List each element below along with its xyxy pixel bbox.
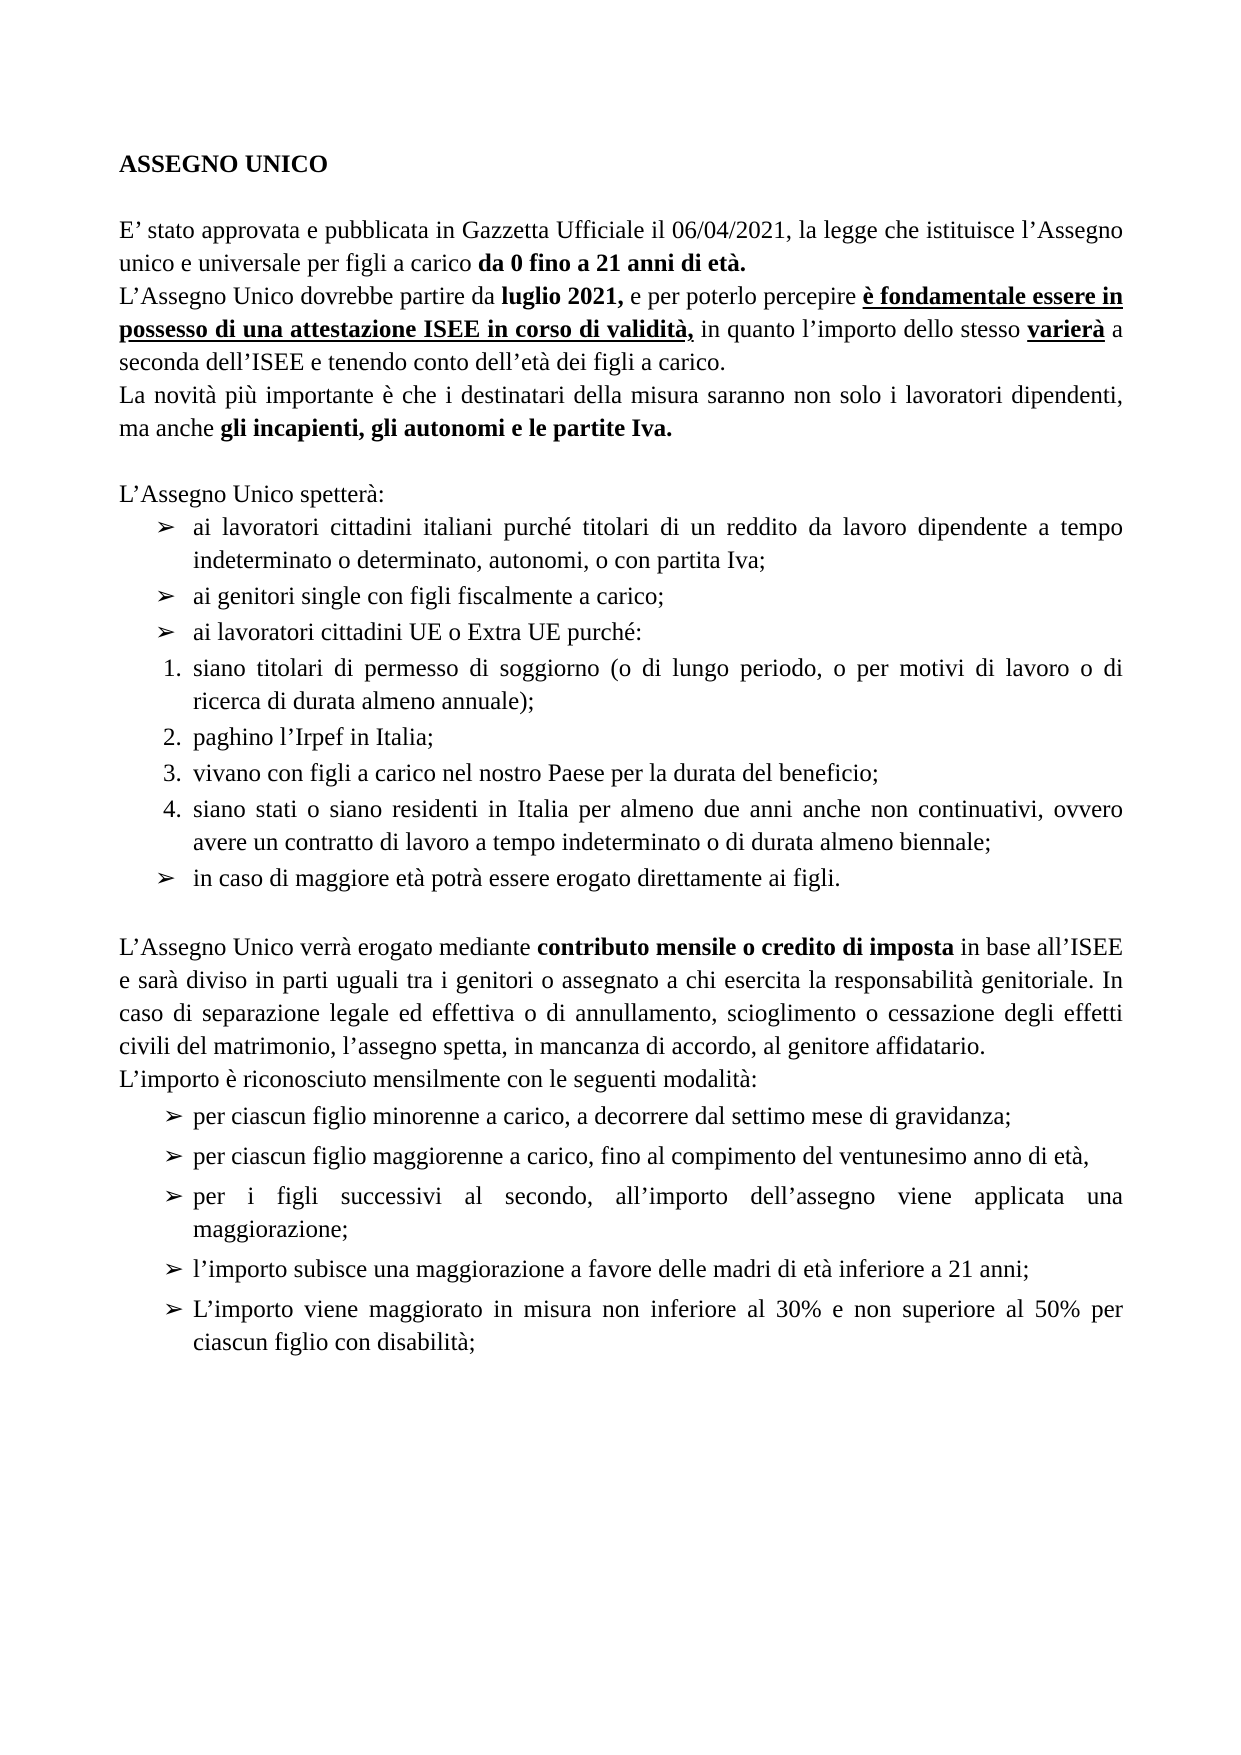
intro-paragraph-1: [119, 214, 1123, 280]
arrow-bullet-icon: ➢: [163, 1256, 184, 1283]
section3-p1-bold: contributo mensile o credito di imposta: [536, 934, 955, 961]
arrow-bullet-icon: ➢: [155, 514, 176, 541]
intro-p2-bold-date: luglio 2021,: [501, 283, 624, 310]
list-item: [119, 511, 1123, 577]
numbered-marker: 3.: [163, 760, 182, 787]
list-item: [119, 616, 1123, 649]
numbered-item: [119, 721, 1123, 754]
list-item: [119, 580, 1123, 613]
intro-paragraph-3: [119, 379, 1123, 445]
intro-p2-text-c: e per poterlo percepire: [623, 283, 863, 310]
list-item: [119, 1100, 1123, 1133]
section2-heading: L’Assegno Unico spetterà:: [119, 481, 385, 508]
list-item-text: ai lavoratori cittadini italiani purché titolari di un reddito da lavoro dipendente a tempo indeterminato o determinato, autonomi, o con partita Iva;: [193, 514, 1123, 574]
page-title: ASSEGNO UNICO: [119, 151, 329, 178]
arrow-bullet-icon: ➢: [163, 1143, 184, 1170]
list-item-text: in caso di maggiore età potrà essere erogato direttamente ai figli.: [193, 865, 841, 892]
numbered-item-text: paghino l’Irpef in Italia;: [193, 724, 434, 751]
arrow-bullet-icon: ➢: [155, 865, 176, 892]
document-page: [119, 148, 1123, 1366]
intro-p2-text-a: L’Assegno Unico dovrebbe partire da: [119, 283, 502, 310]
list-item: [119, 862, 1123, 895]
list-item: [119, 1253, 1123, 1286]
intro-p1-text: E’ stato approvata e pubblicata in Gazzetta Ufficiale il 06/04/2021, la legge che istituisce l’Assegno unico e universale per figli a carico: [119, 217, 1123, 277]
list-item-text: ai lavoratori cittadini UE o Extra UE purché:: [193, 619, 643, 646]
list-item-text: l’importo subisce una maggiorazione a favore delle madri di età inferiore a 21 anni;: [193, 1256, 1030, 1283]
intro-p3-bold: gli incapienti, gli autonomi e le partite Iva.: [220, 415, 673, 442]
numbered-item-text: vivano con figli a carico nel nostro Paese per la durata del beneficio;: [193, 760, 879, 787]
numbered-item: [119, 793, 1123, 859]
section3-p1-text-c: in base all’ISEE e sarà diviso in parti uguali tra i genitori o assegnato a chi esercita la responsabilità genitoriale. In caso di separazione legale ed effettiva o di annullamento, scioglimento o cessazione degli effetti civili del matrimonio, l’assegno spetta, in mancanza di accordo, al genitore affidatario.: [119, 934, 1123, 1060]
numbered-item: [119, 652, 1123, 718]
intro-p3-text: La novità più importante è che i destinatari della misura saranno non solo i lavoratori dipendenti, ma anche: [119, 382, 1123, 442]
arrow-bullet-icon: ➢: [155, 619, 176, 646]
numbered-marker: 4.: [163, 796, 182, 823]
numbered-marker: 2.: [163, 724, 182, 751]
arrow-bullet-icon: ➢: [163, 1296, 184, 1323]
intro-p2-bold-underlined: è fondamentale essere in possesso di una attestazione ISEE in corso di validità,: [119, 283, 1123, 343]
intro-p2-bold-varied: varierà: [1027, 316, 1105, 343]
numbered-item: [119, 757, 1123, 790]
intro-p1-bold: da 0 fino a 21 anni di età.: [477, 250, 746, 277]
intro-p2-text-e: in quanto l’importo dello stesso: [693, 316, 1028, 343]
section3-paragraph-1: [119, 931, 1123, 1063]
list-item: [119, 1140, 1123, 1173]
section3-p1-text-a: L’Assegno Unico verrà erogato mediante: [119, 934, 537, 961]
list-item-text: per ciascun figlio maggiorenne a carico, fino al compimento del ventunesimo anno di età,: [193, 1143, 1090, 1170]
arrow-bullet-icon: ➢: [155, 583, 176, 610]
list-item: [119, 1293, 1123, 1359]
intro-p2-text-g: a seconda dell’ISEE e tenendo conto dell’età dei figli a carico.: [119, 316, 1123, 376]
intro-paragraph-2: [119, 280, 1123, 379]
list-item-text: ai genitori single con figli fiscalmente a carico;: [193, 583, 665, 610]
arrow-bullet-icon: ➢: [163, 1183, 184, 1210]
arrow-bullet-icon: ➢: [163, 1103, 184, 1130]
numbered-item-text: siano stati o siano residenti in Italia per almeno due anni anche non continuativi, ovvero avere un contratto di lavoro a tempo indeterminato o di durata almeno biennale;: [193, 796, 1123, 856]
section3-paragraph-2: L’importo è riconosciuto mensilmente con le seguenti modalità:: [119, 1066, 758, 1093]
amount-modalities-list: [119, 1100, 1123, 1359]
list-item-text: per i figli successivi al secondo, all’importo dell’assegno viene applicata una maggiorazione;: [193, 1183, 1123, 1243]
eligibility-list: [119, 511, 1123, 895]
list-item-text: per ciascun figlio minorenne a carico, a decorrere dal settimo mese di gravidanza;: [193, 1103, 1012, 1130]
list-item-text: L’importo viene maggiorato in misura non inferiore al 30% e non superiore al 50% per ciascun figlio con disabilità;: [193, 1296, 1123, 1356]
list-item: [119, 1180, 1123, 1246]
numbered-marker: 1.: [163, 655, 182, 682]
numbered-item-text: siano titolari di permesso di soggiorno (o di lungo periodo, o per motivi di lavoro o di ricerca di durata almeno annuale);: [193, 655, 1123, 715]
